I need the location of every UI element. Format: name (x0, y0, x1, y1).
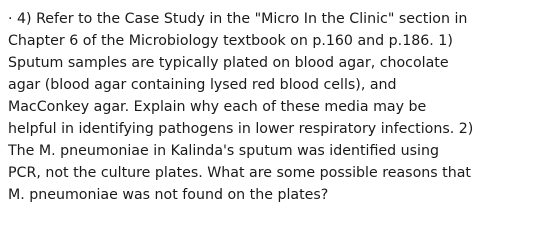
question-line: · 4) Refer to the Case Study in the "Micro In the Clinic" section in (8, 11, 468, 27)
question-line: M. pneumoniae was not found on the plates? (8, 187, 329, 203)
question-line: MacConkey agar. Explain why each of these media may be (8, 99, 427, 115)
question-line: agar (blood agar containing lysed red blood cells), and (8, 77, 397, 93)
question-text (8, 8, 556, 206)
question-line: helpful in identifying pathogens in lower respiratory infections. 2) (8, 121, 474, 137)
question-line: Sputum samples are typically plated on blood agar, chocolate (8, 55, 449, 71)
question-line: The M. pneumoniae in Kalinda's sputum was identified using (8, 143, 439, 159)
question-line: Chapter 6 of the Microbiology textbook on p.160 and p.186. 1) (8, 33, 453, 49)
question-line: PCR, not the culture plates. What are some possible reasons that (8, 165, 471, 181)
